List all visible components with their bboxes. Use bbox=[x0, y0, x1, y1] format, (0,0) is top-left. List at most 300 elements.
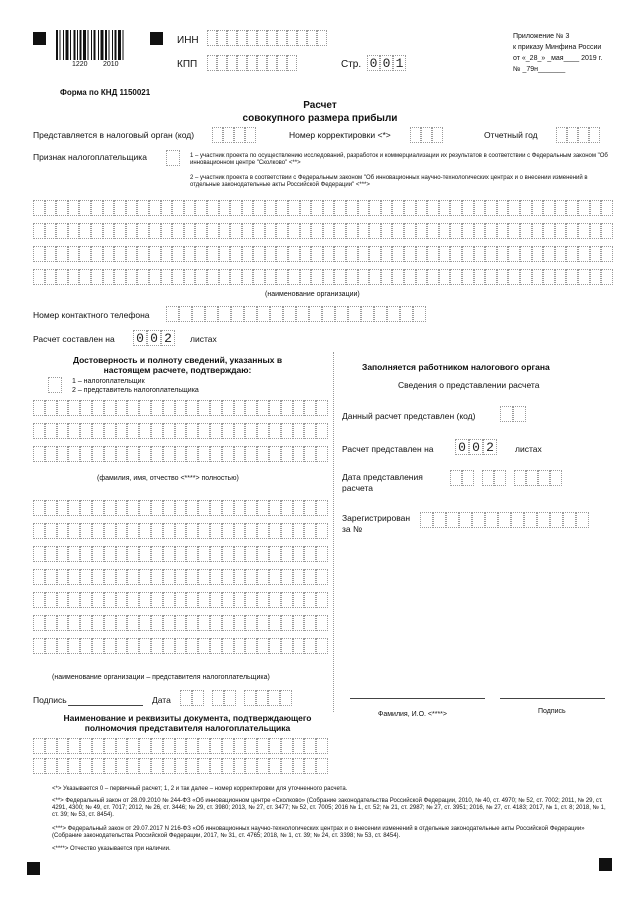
input-cell[interactable] bbox=[114, 200, 126, 216]
input-cell[interactable] bbox=[269, 738, 281, 754]
input-cell[interactable] bbox=[316, 569, 328, 585]
correction-number-field[interactable] bbox=[410, 127, 443, 143]
input-cell[interactable] bbox=[91, 223, 103, 239]
officer-fio-line[interactable] bbox=[350, 698, 485, 699]
input-cell[interactable] bbox=[80, 615, 92, 631]
input-cell[interactable] bbox=[567, 127, 578, 143]
input-cell[interactable] bbox=[207, 30, 217, 46]
input-cell[interactable] bbox=[555, 223, 567, 239]
input-cell[interactable] bbox=[192, 306, 205, 322]
input-cell[interactable] bbox=[186, 446, 198, 462]
input-cell[interactable]: 0 bbox=[133, 330, 147, 346]
input-cell[interactable] bbox=[257, 500, 269, 516]
input-cell[interactable] bbox=[210, 523, 222, 539]
input-cell[interactable] bbox=[550, 470, 562, 486]
input-cell[interactable] bbox=[555, 200, 567, 216]
sheets-count-field[interactable] bbox=[133, 330, 175, 346]
input-cell[interactable] bbox=[439, 269, 451, 285]
input-cell[interactable] bbox=[175, 638, 187, 654]
input-cell[interactable] bbox=[219, 223, 231, 239]
input-cell[interactable] bbox=[33, 446, 45, 462]
input-cell[interactable] bbox=[270, 306, 283, 322]
input-cell[interactable] bbox=[57, 738, 69, 754]
input-cell[interactable] bbox=[163, 500, 175, 516]
input-cell[interactable]: 2 bbox=[483, 439, 497, 455]
input-cell[interactable] bbox=[186, 615, 198, 631]
input-cell[interactable] bbox=[316, 638, 328, 654]
input-cell[interactable] bbox=[33, 758, 45, 774]
input-cell[interactable] bbox=[392, 246, 404, 262]
input-cell[interactable] bbox=[184, 269, 196, 285]
input-cell[interactable] bbox=[80, 446, 92, 462]
input-cell[interactable] bbox=[175, 592, 187, 608]
input-cell[interactable] bbox=[207, 55, 217, 71]
input-cell[interactable] bbox=[207, 223, 219, 239]
input-cell[interactable] bbox=[104, 592, 116, 608]
input-cell[interactable] bbox=[508, 246, 520, 262]
input-cell[interactable] bbox=[532, 269, 544, 285]
input-cell[interactable] bbox=[520, 269, 532, 285]
input-cell[interactable] bbox=[576, 512, 589, 528]
input-cell[interactable] bbox=[222, 400, 234, 416]
input-cell[interactable] bbox=[346, 200, 358, 216]
input-cell[interactable] bbox=[104, 446, 116, 462]
input-cell[interactable] bbox=[116, 500, 128, 516]
input-cell[interactable] bbox=[222, 500, 234, 516]
input-cell[interactable] bbox=[566, 246, 578, 262]
input-cell[interactable] bbox=[175, 523, 187, 539]
input-cell[interactable] bbox=[184, 246, 196, 262]
input-cell[interactable] bbox=[33, 400, 45, 416]
input-cell[interactable] bbox=[230, 223, 242, 239]
input-cell[interactable] bbox=[269, 758, 281, 774]
input-cell[interactable] bbox=[68, 758, 80, 774]
input-cell[interactable] bbox=[163, 400, 175, 416]
input-cell[interactable] bbox=[45, 738, 57, 754]
input-cell[interactable] bbox=[293, 569, 305, 585]
input-cell[interactable] bbox=[184, 200, 196, 216]
input-cell[interactable] bbox=[234, 423, 246, 439]
input-cell[interactable] bbox=[234, 738, 246, 754]
input-cell[interactable] bbox=[92, 423, 104, 439]
input-cell[interactable] bbox=[198, 446, 210, 462]
input-cell[interactable] bbox=[304, 546, 316, 562]
input-cell[interactable] bbox=[222, 546, 234, 562]
input-cell[interactable] bbox=[280, 690, 292, 706]
input-cell[interactable] bbox=[304, 758, 316, 774]
input-cell[interactable] bbox=[316, 546, 328, 562]
input-cell[interactable] bbox=[186, 758, 198, 774]
input-cell[interactable] bbox=[482, 470, 494, 486]
input-cell[interactable] bbox=[317, 30, 327, 46]
input-cell[interactable] bbox=[323, 200, 335, 216]
input-cell[interactable] bbox=[334, 223, 346, 239]
input-cell[interactable] bbox=[224, 690, 236, 706]
input-cell[interactable] bbox=[450, 200, 462, 216]
input-cell[interactable] bbox=[245, 423, 257, 439]
input-cell[interactable] bbox=[230, 200, 242, 216]
input-cell[interactable] bbox=[103, 246, 115, 262]
input-cell[interactable] bbox=[346, 223, 358, 239]
input-cell[interactable] bbox=[304, 500, 316, 516]
input-cell[interactable] bbox=[420, 512, 433, 528]
input-cell[interactable] bbox=[92, 546, 104, 562]
input-cell[interactable] bbox=[149, 246, 161, 262]
presented-sheets-field[interactable] bbox=[455, 439, 497, 455]
input-cell[interactable] bbox=[474, 269, 486, 285]
input-cell[interactable] bbox=[175, 500, 187, 516]
input-cell[interactable] bbox=[293, 423, 305, 439]
input-cell[interactable] bbox=[80, 592, 92, 608]
input-cell[interactable] bbox=[361, 306, 374, 322]
presentation-date-field[interactable] bbox=[450, 470, 562, 486]
input-cell[interactable] bbox=[281, 738, 293, 754]
input-cell[interactable] bbox=[126, 246, 138, 262]
input-cell[interactable] bbox=[207, 269, 219, 285]
input-cell[interactable] bbox=[33, 738, 45, 754]
input-cell[interactable] bbox=[116, 638, 128, 654]
input-cell[interactable] bbox=[288, 200, 300, 216]
input-cell[interactable] bbox=[234, 638, 246, 654]
input-cell[interactable] bbox=[184, 223, 196, 239]
input-cell[interactable] bbox=[139, 500, 151, 516]
input-cell[interactable] bbox=[566, 200, 578, 216]
input-cell[interactable] bbox=[277, 55, 287, 71]
input-cell[interactable] bbox=[222, 615, 234, 631]
input-cell[interactable] bbox=[104, 758, 116, 774]
input-cell[interactable] bbox=[450, 246, 462, 262]
input-cell[interactable] bbox=[439, 200, 451, 216]
input-cell[interactable] bbox=[186, 592, 198, 608]
input-cell[interactable] bbox=[450, 470, 462, 486]
input-cell[interactable] bbox=[33, 269, 45, 285]
input-cell[interactable] bbox=[175, 546, 187, 562]
input-cell[interactable] bbox=[45, 446, 57, 462]
input-cell[interactable] bbox=[139, 446, 151, 462]
input-cell[interactable] bbox=[485, 200, 497, 216]
input-cell[interactable] bbox=[316, 400, 328, 416]
input-cell[interactable] bbox=[245, 546, 257, 562]
input-cell[interactable] bbox=[163, 638, 175, 654]
input-cell[interactable] bbox=[126, 269, 138, 285]
input-cell[interactable] bbox=[276, 246, 288, 262]
grid-line[interactable] bbox=[33, 523, 328, 539]
input-cell[interactable] bbox=[79, 246, 91, 262]
input-cell[interactable] bbox=[485, 512, 498, 528]
input-cell[interactable] bbox=[511, 512, 524, 528]
input-cell[interactable] bbox=[163, 523, 175, 539]
input-cell[interactable] bbox=[245, 569, 257, 585]
input-cell[interactable] bbox=[192, 690, 204, 706]
input-cell[interactable] bbox=[276, 269, 288, 285]
input-cell[interactable] bbox=[56, 269, 68, 285]
input-cell[interactable] bbox=[283, 306, 296, 322]
input-cell[interactable] bbox=[57, 500, 69, 516]
input-cell[interactable] bbox=[139, 400, 151, 416]
input-cell[interactable] bbox=[304, 615, 316, 631]
input-cell[interactable] bbox=[369, 223, 381, 239]
input-cell[interactable] bbox=[80, 400, 92, 416]
input-cell[interactable] bbox=[520, 246, 532, 262]
input-cell[interactable] bbox=[474, 246, 486, 262]
input-cell[interactable] bbox=[127, 592, 139, 608]
input-cell[interactable] bbox=[151, 500, 163, 516]
input-cell[interactable] bbox=[514, 470, 526, 486]
input-cell[interactable] bbox=[538, 470, 550, 486]
input-cell[interactable] bbox=[427, 269, 439, 285]
input-cell[interactable] bbox=[127, 546, 139, 562]
input-cell[interactable] bbox=[296, 306, 309, 322]
input-cell[interactable] bbox=[304, 738, 316, 754]
input-cell[interactable] bbox=[311, 200, 323, 216]
input-cell[interactable] bbox=[139, 638, 151, 654]
input-cell[interactable] bbox=[222, 738, 234, 754]
grid-line[interactable] bbox=[33, 546, 328, 562]
input-cell[interactable] bbox=[269, 500, 281, 516]
input-cell[interactable] bbox=[198, 500, 210, 516]
input-cell[interactable] bbox=[304, 423, 316, 439]
input-cell[interactable] bbox=[45, 223, 57, 239]
input-cell[interactable] bbox=[590, 223, 602, 239]
input-cell[interactable] bbox=[163, 758, 175, 774]
input-cell[interactable] bbox=[234, 400, 246, 416]
input-cell[interactable] bbox=[293, 523, 305, 539]
input-cell[interactable] bbox=[532, 246, 544, 262]
input-cell[interactable] bbox=[45, 523, 57, 539]
grid-line[interactable] bbox=[33, 400, 328, 416]
input-cell[interactable] bbox=[151, 446, 163, 462]
input-cell[interactable] bbox=[127, 615, 139, 631]
input-cell[interactable] bbox=[346, 269, 358, 285]
input-cell[interactable] bbox=[316, 446, 328, 462]
input-cell[interactable] bbox=[590, 269, 602, 285]
input-cell[interactable] bbox=[281, 523, 293, 539]
input-cell[interactable] bbox=[227, 30, 237, 46]
input-cell[interactable] bbox=[413, 306, 426, 322]
input-cell[interactable] bbox=[234, 500, 246, 516]
input-cell[interactable] bbox=[304, 638, 316, 654]
input-cell[interactable] bbox=[57, 423, 69, 439]
input-cell[interactable] bbox=[210, 758, 222, 774]
input-cell[interactable] bbox=[163, 546, 175, 562]
input-cell[interactable] bbox=[217, 55, 227, 71]
input-cell[interactable] bbox=[245, 758, 257, 774]
input-cell[interactable] bbox=[563, 512, 576, 528]
input-cell[interactable] bbox=[161, 246, 173, 262]
input-cell[interactable] bbox=[293, 546, 305, 562]
input-cell[interactable] bbox=[92, 400, 104, 416]
input-cell[interactable] bbox=[257, 615, 269, 631]
input-cell[interactable] bbox=[151, 738, 163, 754]
input-cell[interactable] bbox=[45, 246, 57, 262]
input-cell[interactable] bbox=[281, 758, 293, 774]
grid-line[interactable] bbox=[33, 638, 328, 654]
input-cell[interactable] bbox=[265, 200, 277, 216]
input-cell[interactable] bbox=[374, 306, 387, 322]
input-cell[interactable] bbox=[287, 30, 297, 46]
input-cell[interactable] bbox=[508, 223, 520, 239]
input-cell[interactable] bbox=[300, 200, 312, 216]
input-cell[interactable] bbox=[293, 592, 305, 608]
input-cell[interactable] bbox=[281, 546, 293, 562]
input-cell[interactable] bbox=[139, 569, 151, 585]
input-cell[interactable] bbox=[80, 523, 92, 539]
input-cell[interactable]: 0 bbox=[380, 55, 393, 71]
confirmer-type-field[interactable] bbox=[48, 377, 62, 393]
input-cell[interactable] bbox=[56, 246, 68, 262]
input-cell[interactable]: 2 bbox=[161, 330, 175, 346]
input-cell[interactable] bbox=[33, 523, 45, 539]
input-cell[interactable] bbox=[497, 223, 509, 239]
input-cell[interactable] bbox=[485, 246, 497, 262]
input-cell[interactable] bbox=[316, 423, 328, 439]
input-cell[interactable] bbox=[179, 306, 192, 322]
taxpayer-sign-field[interactable] bbox=[166, 150, 180, 166]
input-cell[interactable] bbox=[416, 200, 428, 216]
grid-line[interactable] bbox=[33, 269, 613, 285]
input-cell[interactable] bbox=[269, 423, 281, 439]
input-cell[interactable] bbox=[281, 423, 293, 439]
input-cell[interactable] bbox=[205, 306, 218, 322]
input-cell[interactable] bbox=[316, 592, 328, 608]
input-cell[interactable] bbox=[57, 546, 69, 562]
grid-line[interactable] bbox=[33, 500, 328, 516]
input-cell[interactable] bbox=[532, 200, 544, 216]
input-cell[interactable] bbox=[195, 200, 207, 216]
input-cell[interactable] bbox=[281, 500, 293, 516]
input-cell[interactable] bbox=[92, 638, 104, 654]
input-cell[interactable] bbox=[172, 269, 184, 285]
input-cell[interactable] bbox=[104, 615, 116, 631]
input-cell[interactable] bbox=[116, 400, 128, 416]
input-cell[interactable] bbox=[222, 423, 234, 439]
input-cell[interactable] bbox=[151, 523, 163, 539]
input-cell[interactable] bbox=[172, 200, 184, 216]
input-cell[interactable] bbox=[222, 758, 234, 774]
input-cell[interactable] bbox=[269, 546, 281, 562]
input-cell[interactable] bbox=[68, 638, 80, 654]
input-cell[interactable] bbox=[92, 758, 104, 774]
input-cell[interactable] bbox=[446, 512, 459, 528]
input-cell[interactable] bbox=[257, 523, 269, 539]
input-cell[interactable] bbox=[114, 223, 126, 239]
input-cell[interactable] bbox=[231, 306, 244, 322]
input-cell[interactable] bbox=[462, 223, 474, 239]
input-cell[interactable] bbox=[137, 223, 149, 239]
input-cell[interactable] bbox=[219, 269, 231, 285]
input-cell[interactable] bbox=[198, 400, 210, 416]
input-cell[interactable] bbox=[494, 470, 506, 486]
input-cell[interactable] bbox=[508, 269, 520, 285]
input-cell[interactable] bbox=[404, 223, 416, 239]
input-cell[interactable] bbox=[210, 546, 222, 562]
input-cell[interactable] bbox=[334, 269, 346, 285]
input-cell[interactable] bbox=[139, 523, 151, 539]
input-cell[interactable] bbox=[116, 546, 128, 562]
input-cell[interactable] bbox=[267, 55, 277, 71]
input-cell[interactable] bbox=[68, 423, 80, 439]
input-cell[interactable] bbox=[33, 223, 45, 239]
input-cell[interactable] bbox=[163, 569, 175, 585]
input-cell[interactable] bbox=[151, 423, 163, 439]
input-cell[interactable] bbox=[186, 546, 198, 562]
input-cell[interactable] bbox=[127, 569, 139, 585]
input-cell[interactable] bbox=[257, 446, 269, 462]
input-cell[interactable] bbox=[92, 446, 104, 462]
input-cell[interactable] bbox=[234, 569, 246, 585]
input-cell[interactable] bbox=[210, 423, 222, 439]
input-cell[interactable] bbox=[45, 546, 57, 562]
input-cell[interactable] bbox=[116, 423, 128, 439]
input-cell[interactable] bbox=[472, 512, 485, 528]
input-cell[interactable] bbox=[566, 223, 578, 239]
input-cell[interactable] bbox=[304, 446, 316, 462]
input-cell[interactable] bbox=[439, 223, 451, 239]
input-cell[interactable] bbox=[198, 638, 210, 654]
input-cell[interactable] bbox=[212, 127, 223, 143]
input-cell[interactable] bbox=[524, 512, 537, 528]
input-cell[interactable] bbox=[207, 200, 219, 216]
input-cell[interactable] bbox=[257, 400, 269, 416]
input-cell[interactable] bbox=[253, 246, 265, 262]
input-cell[interactable] bbox=[92, 592, 104, 608]
input-cell[interactable] bbox=[601, 246, 613, 262]
input-cell[interactable] bbox=[601, 223, 613, 239]
input-cell[interactable] bbox=[163, 446, 175, 462]
input-cell[interactable] bbox=[245, 592, 257, 608]
input-cell[interactable] bbox=[234, 758, 246, 774]
input-cell[interactable] bbox=[149, 200, 161, 216]
input-cell[interactable] bbox=[103, 223, 115, 239]
page-number-field[interactable] bbox=[367, 55, 406, 71]
input-cell[interactable] bbox=[245, 500, 257, 516]
input-cell[interactable] bbox=[462, 246, 474, 262]
input-cell[interactable] bbox=[161, 200, 173, 216]
input-cell[interactable] bbox=[323, 223, 335, 239]
input-cell[interactable] bbox=[139, 758, 151, 774]
input-cell[interactable] bbox=[161, 269, 173, 285]
input-cell[interactable] bbox=[369, 200, 381, 216]
input-cell[interactable] bbox=[316, 758, 328, 774]
input-cell[interactable] bbox=[139, 592, 151, 608]
input-cell[interactable] bbox=[56, 223, 68, 239]
input-cell[interactable] bbox=[126, 223, 138, 239]
input-cell[interactable] bbox=[79, 200, 91, 216]
input-cell[interactable] bbox=[210, 615, 222, 631]
input-cell[interactable] bbox=[381, 200, 393, 216]
input-cell[interactable] bbox=[68, 615, 80, 631]
input-cell[interactable] bbox=[212, 690, 224, 706]
input-cell[interactable] bbox=[104, 569, 116, 585]
input-cell[interactable] bbox=[242, 223, 254, 239]
input-cell[interactable] bbox=[91, 246, 103, 262]
input-cell[interactable] bbox=[80, 423, 92, 439]
input-cell[interactable] bbox=[334, 200, 346, 216]
input-cell[interactable] bbox=[68, 569, 80, 585]
input-cell[interactable] bbox=[555, 269, 567, 285]
input-cell[interactable] bbox=[392, 200, 404, 216]
input-cell[interactable] bbox=[218, 306, 231, 322]
input-cell[interactable] bbox=[257, 423, 269, 439]
input-cell[interactable] bbox=[68, 446, 80, 462]
input-cell[interactable] bbox=[33, 500, 45, 516]
input-cell[interactable] bbox=[543, 269, 555, 285]
input-cell[interactable] bbox=[269, 400, 281, 416]
input-cell[interactable] bbox=[257, 569, 269, 585]
input-cell[interactable] bbox=[304, 592, 316, 608]
input-cell[interactable] bbox=[245, 523, 257, 539]
grid-line[interactable] bbox=[33, 615, 328, 631]
